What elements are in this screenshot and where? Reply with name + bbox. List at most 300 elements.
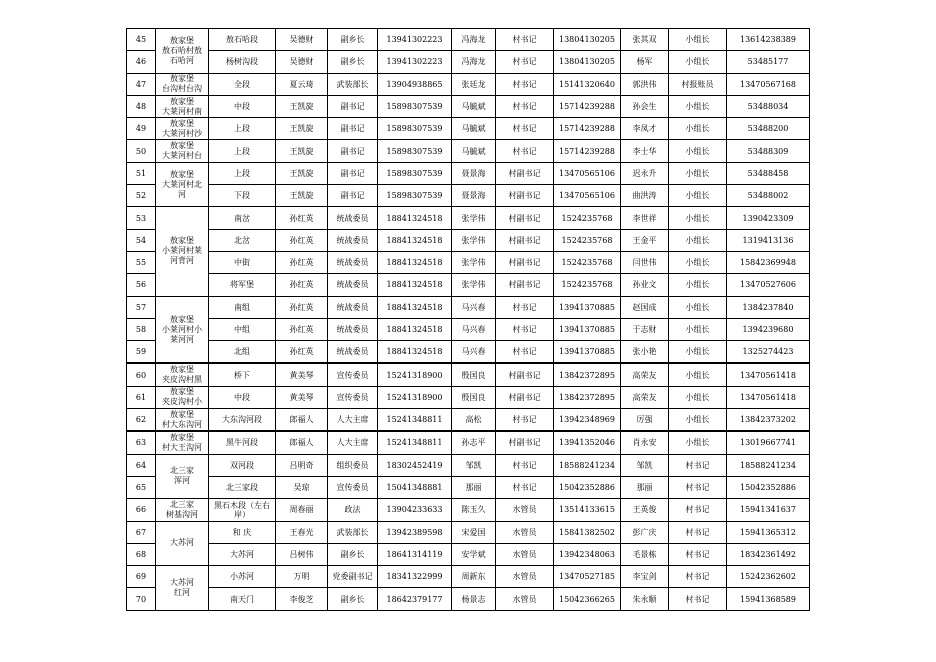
section-cell: 中街 xyxy=(209,251,276,273)
table-row xyxy=(127,499,810,521)
town-leader-title-cell: 武装部长 xyxy=(328,73,378,95)
section-cell: 桥下 xyxy=(209,363,276,386)
row-number-cell: 51 xyxy=(127,162,156,184)
village-leader-title-cell: 村书记 xyxy=(496,118,554,140)
town-leader-title-cell: 副乡长 xyxy=(328,543,378,565)
town-leader-name-cell: 孙红英 xyxy=(276,207,328,229)
section-cell: 黑石木段（左右岸） xyxy=(209,499,276,521)
row-number-cell: 69 xyxy=(127,566,156,588)
town-leader-phone-cell: 18841324518 xyxy=(378,296,452,318)
town-leader-title-cell: 统战委员 xyxy=(328,341,378,364)
town-leader-title-cell: 副乡长 xyxy=(328,29,378,51)
group-leader-phone-cell: 53485177 xyxy=(727,51,810,73)
group-leader-name-cell: 高荣友 xyxy=(621,386,669,408)
group-leader-title-cell: 村书记 xyxy=(669,454,727,476)
town-leader-name-cell: 吕明奇 xyxy=(276,454,328,476)
town-leader-title-cell: 副乡长 xyxy=(328,588,378,610)
village-leader-title-cell: 村书记 xyxy=(496,95,554,117)
village-leader-title-cell: 村书记 xyxy=(496,51,554,73)
row-number-cell: 70 xyxy=(127,588,156,610)
town-leader-title-cell: 人大主席 xyxy=(328,409,378,432)
town-leader-title-cell: 党委副书记 xyxy=(328,566,378,588)
town-leader-name-cell: 吴德财 xyxy=(276,51,328,73)
section-cell: 大东沟河段 xyxy=(209,409,276,432)
village-leader-name-cell: 张学伟 xyxy=(452,251,496,273)
group-leader-name-cell: 高荣友 xyxy=(621,363,669,386)
section-cell: 和 庆 xyxy=(209,521,276,543)
village-leader-phone-cell: 15042352886 xyxy=(554,476,621,498)
row-number-cell: 57 xyxy=(127,296,156,318)
village-leader-name-cell: 那丽 xyxy=(452,476,496,498)
town-leader-name-cell: 孙红英 xyxy=(276,296,328,318)
town-leader-phone-cell: 18841324518 xyxy=(378,318,452,340)
village-leader-phone-cell: 13470527185 xyxy=(554,566,621,588)
village-leader-name-cell: 马毓斌 xyxy=(452,140,496,162)
row-number-cell: 52 xyxy=(127,185,156,207)
section-cell: 大苏河 xyxy=(209,543,276,565)
group-leader-phone-cell: 13470561418 xyxy=(727,386,810,408)
river-area-cell: 敖家堡 大莱河村沙 xyxy=(156,118,209,140)
village-leader-phone-cell: 18588241234 xyxy=(554,454,621,476)
town-leader-phone-cell: 13941302223 xyxy=(378,51,452,73)
village-leader-title-cell: 村书记 xyxy=(496,454,554,476)
town-leader-name-cell: 郎福人 xyxy=(276,409,328,432)
village-leader-title-cell: 村副书记 xyxy=(496,162,554,184)
group-leader-title-cell: 小组长 xyxy=(669,162,727,184)
group-leader-name-cell: 闫世伟 xyxy=(621,251,669,273)
river-area-cell: 北三家 树基沟河 xyxy=(156,499,209,521)
town-leader-name-cell: 王凯旋 xyxy=(276,118,328,140)
group-leader-phone-cell: 13842373202 xyxy=(727,409,810,432)
village-leader-title-cell: 村副书记 xyxy=(496,207,554,229)
group-leader-title-cell: 小组长 xyxy=(669,409,727,432)
row-number-cell: 64 xyxy=(127,454,156,476)
village-leader-title-cell: 村书记 xyxy=(496,409,554,432)
group-leader-title-cell: 小组长 xyxy=(669,251,727,273)
town-leader-phone-cell: 18341322999 xyxy=(378,566,452,588)
town-leader-title-cell: 副乡长 xyxy=(328,51,378,73)
town-leader-name-cell: 黄美琴 xyxy=(276,386,328,408)
group-leader-phone-cell: 15042352886 xyxy=(727,476,810,498)
river-area-cell: 敖家堡 夹皮沟村小 xyxy=(156,386,209,408)
village-leader-title-cell: 村副书记 xyxy=(496,386,554,408)
section-cell: 北岔 xyxy=(209,229,276,251)
row-number-cell: 49 xyxy=(127,118,156,140)
village-leader-phone-cell: 13941370885 xyxy=(554,296,621,318)
river-area-cell: 敖家堡 村大东沟河 xyxy=(156,409,209,432)
table-row xyxy=(127,162,810,184)
table-row xyxy=(127,207,810,229)
group-leader-name-cell: 朱永顺 xyxy=(621,588,669,610)
group-leader-name-cell: 李世祥 xyxy=(621,207,669,229)
town-leader-phone-cell: 13904938865 xyxy=(378,73,452,95)
table-row xyxy=(127,73,810,95)
row-number-cell: 60 xyxy=(127,363,156,386)
group-leader-phone-cell: 1325274423 xyxy=(727,341,810,364)
town-leader-phone-cell: 18841324518 xyxy=(378,207,452,229)
town-leader-name-cell: 王凯旋 xyxy=(276,185,328,207)
group-leader-name-cell: 杨军 xyxy=(621,51,669,73)
town-leader-phone-cell: 15898307539 xyxy=(378,162,452,184)
village-leader-title-cell: 水管员 xyxy=(496,588,554,610)
group-leader-name-cell: 于志财 xyxy=(621,318,669,340)
town-leader-title-cell: 宣传委员 xyxy=(328,363,378,386)
town-leader-phone-cell: 15898307539 xyxy=(378,118,452,140)
village-leader-title-cell: 村副书记 xyxy=(496,363,554,386)
village-leader-phone-cell: 1524235768 xyxy=(554,229,621,251)
group-leader-title-cell: 小组长 xyxy=(669,274,727,296)
river-area-cell: 敖家堡 夹皮沟村黑 xyxy=(156,363,209,386)
town-leader-title-cell: 政法 xyxy=(328,499,378,521)
section-cell: 下段 xyxy=(209,185,276,207)
town-leader-title-cell: 统战委员 xyxy=(328,274,378,296)
village-leader-phone-cell: 15042366265 xyxy=(554,588,621,610)
town-leader-phone-cell: 13904233633 xyxy=(378,499,452,521)
row-number-cell: 63 xyxy=(127,431,156,454)
village-leader-phone-cell: 13842372895 xyxy=(554,386,621,408)
section-cell: 南组 xyxy=(209,296,276,318)
table-row xyxy=(127,341,810,364)
town-leader-phone-cell: 18641314119 xyxy=(378,543,452,565)
group-leader-name-cell: 郭洪伟 xyxy=(621,73,669,95)
village-leader-title-cell: 水管员 xyxy=(496,543,554,565)
town-leader-name-cell: 孙红英 xyxy=(276,274,328,296)
village-leader-phone-cell: 13941370885 xyxy=(554,318,621,340)
village-leader-phone-cell: 1524235768 xyxy=(554,207,621,229)
group-leader-title-cell: 村书记 xyxy=(669,588,727,610)
town-leader-phone-cell: 15041348881 xyxy=(378,476,452,498)
group-leader-phone-cell: 53488458 xyxy=(727,162,810,184)
river-area-cell: 敖家堡 敖石哈村敖 石哈河 xyxy=(156,29,209,74)
village-leader-phone-cell: 13470565106 xyxy=(554,185,621,207)
village-leader-phone-cell: 13942348969 xyxy=(554,409,621,432)
village-leader-title-cell: 村书记 xyxy=(496,73,554,95)
village-leader-phone-cell: 1524235768 xyxy=(554,274,621,296)
table-row xyxy=(127,229,810,251)
group-leader-title-cell: 村书记 xyxy=(669,476,727,498)
group-leader-name-cell: 邹凯 xyxy=(621,454,669,476)
table-row xyxy=(127,363,810,386)
town-leader-phone-cell: 15898307539 xyxy=(378,185,452,207)
group-leader-phone-cell: 18342361492 xyxy=(727,543,810,565)
row-number-cell: 66 xyxy=(127,499,156,521)
section-cell: 上段 xyxy=(209,162,276,184)
table-row xyxy=(127,118,810,140)
section-cell: 黑牛河段 xyxy=(209,431,276,454)
town-leader-phone-cell: 15898307539 xyxy=(378,140,452,162)
group-leader-title-cell: 小组长 xyxy=(669,229,727,251)
village-leader-title-cell: 村副书记 xyxy=(496,185,554,207)
group-leader-title-cell: 小组长 xyxy=(669,185,727,207)
group-leader-phone-cell: 15941365312 xyxy=(727,521,810,543)
town-leader-phone-cell: 15241318900 xyxy=(378,386,452,408)
group-leader-title-cell: 小组长 xyxy=(669,51,727,73)
village-leader-phone-cell: 15714239288 xyxy=(554,118,621,140)
group-leader-title-cell: 小组长 xyxy=(669,118,727,140)
town-leader-name-cell: 王春光 xyxy=(276,521,328,543)
town-leader-title-cell: 宣传委员 xyxy=(328,476,378,498)
village-leader-title-cell: 村副书记 xyxy=(496,431,554,454)
village-leader-title-cell: 村书记 xyxy=(496,476,554,498)
row-number-cell: 68 xyxy=(127,543,156,565)
group-leader-name-cell: 肖永安 xyxy=(621,431,669,454)
town-leader-name-cell: 王凯旋 xyxy=(276,162,328,184)
village-leader-name-cell: 聂景海 xyxy=(452,185,496,207)
town-leader-title-cell: 副书记 xyxy=(328,140,378,162)
group-leader-name-cell: 迟永升 xyxy=(621,162,669,184)
group-leader-title-cell: 村书记 xyxy=(669,521,727,543)
table-row xyxy=(127,543,810,565)
town-leader-title-cell: 统战委员 xyxy=(328,251,378,273)
town-leader-name-cell: 吴琼 xyxy=(276,476,328,498)
table-row xyxy=(127,51,810,73)
village-leader-phone-cell: 13804130205 xyxy=(554,29,621,51)
group-leader-phone-cell: 53488002 xyxy=(727,185,810,207)
group-leader-phone-cell: 53488309 xyxy=(727,140,810,162)
table-row xyxy=(127,454,810,476)
village-leader-name-cell: 冯海龙 xyxy=(452,51,496,73)
table-row xyxy=(127,185,810,207)
section-cell: 小苏河 xyxy=(209,566,276,588)
group-leader-name-cell: 王金平 xyxy=(621,229,669,251)
group-leader-phone-cell: 15941341637 xyxy=(727,499,810,521)
village-leader-name-cell: 殷国良 xyxy=(452,363,496,386)
group-leader-phone-cell: 13019667741 xyxy=(727,431,810,454)
group-leader-name-cell: 李士华 xyxy=(621,140,669,162)
town-leader-name-cell: 周春丽 xyxy=(276,499,328,521)
group-leader-title-cell: 村书记 xyxy=(669,566,727,588)
group-leader-phone-cell: 53488034 xyxy=(727,95,810,117)
village-leader-title-cell: 村书记 xyxy=(496,140,554,162)
village-leader-phone-cell: 13942348063 xyxy=(554,543,621,565)
town-leader-name-cell: 万明 xyxy=(276,566,328,588)
village-leader-name-cell: 殷国良 xyxy=(452,386,496,408)
town-leader-title-cell: 统战委员 xyxy=(328,229,378,251)
section-cell: 杨树沟段 xyxy=(209,51,276,73)
village-leader-phone-cell: 15714239288 xyxy=(554,140,621,162)
village-leader-name-cell: 陈玉久 xyxy=(452,499,496,521)
village-leader-name-cell: 马兴春 xyxy=(452,341,496,364)
group-leader-name-cell: 毛景栋 xyxy=(621,543,669,565)
village-leader-title-cell: 村副书记 xyxy=(496,274,554,296)
group-leader-phone-cell: 13614238389 xyxy=(727,29,810,51)
row-number-cell: 58 xyxy=(127,318,156,340)
row-number-cell: 50 xyxy=(127,140,156,162)
row-number-cell: 55 xyxy=(127,251,156,273)
town-leader-title-cell: 组织委员 xyxy=(328,454,378,476)
group-leader-phone-cell: 15242362602 xyxy=(727,566,810,588)
table-row xyxy=(127,29,810,51)
village-leader-phone-cell: 15841382502 xyxy=(554,521,621,543)
town-leader-phone-cell: 15241318900 xyxy=(378,363,452,386)
village-leader-title-cell: 村书记 xyxy=(496,29,554,51)
group-leader-name-cell: 赵国成 xyxy=(621,296,669,318)
section-cell: 南天门 xyxy=(209,588,276,610)
table-row xyxy=(127,521,810,543)
river-area-cell: 敖家堡 大莱河村台 xyxy=(156,140,209,162)
town-leader-title-cell: 统战委员 xyxy=(328,318,378,340)
village-leader-name-cell: 安学斌 xyxy=(452,543,496,565)
town-leader-name-cell: 孙红英 xyxy=(276,251,328,273)
town-leader-phone-cell: 13941302223 xyxy=(378,29,452,51)
row-number-cell: 59 xyxy=(127,341,156,364)
village-leader-phone-cell: 13804130205 xyxy=(554,51,621,73)
village-leader-title-cell: 村书记 xyxy=(496,318,554,340)
town-leader-phone-cell: 15241348811 xyxy=(378,431,452,454)
town-leader-title-cell: 统战委员 xyxy=(328,296,378,318)
town-leader-name-cell: 吴德财 xyxy=(276,29,328,51)
town-leader-title-cell: 副书记 xyxy=(328,185,378,207)
group-leader-title-cell: 村报账员 xyxy=(669,73,727,95)
table-row xyxy=(127,566,810,588)
village-leader-phone-cell: 1524235768 xyxy=(554,251,621,273)
town-leader-name-cell: 吕树伟 xyxy=(276,543,328,565)
group-leader-title-cell: 小组长 xyxy=(669,431,727,454)
town-leader-name-cell: 郎福人 xyxy=(276,431,328,454)
town-leader-title-cell: 统战委员 xyxy=(328,207,378,229)
group-leader-name-cell: 彭广庆 xyxy=(621,521,669,543)
row-number-cell: 67 xyxy=(127,521,156,543)
town-leader-phone-cell: 15241348811 xyxy=(378,409,452,432)
village-leader-phone-cell: 15714239288 xyxy=(554,95,621,117)
village-leader-name-cell: 马兴春 xyxy=(452,296,496,318)
town-leader-phone-cell: 18841324518 xyxy=(378,251,452,273)
town-leader-phone-cell: 13942389598 xyxy=(378,521,452,543)
table-row xyxy=(127,409,810,432)
village-leader-title-cell: 村书记 xyxy=(496,341,554,364)
town-leader-name-cell: 王凯旋 xyxy=(276,95,328,117)
town-leader-name-cell: 孙红英 xyxy=(276,318,328,340)
village-leader-phone-cell: 13941370885 xyxy=(554,341,621,364)
section-cell: 中段 xyxy=(209,386,276,408)
row-number-cell: 62 xyxy=(127,409,156,432)
group-leader-title-cell: 小组长 xyxy=(669,386,727,408)
town-leader-title-cell: 副书记 xyxy=(328,95,378,117)
town-leader-name-cell: 孙红英 xyxy=(276,229,328,251)
town-leader-title-cell: 副书记 xyxy=(328,118,378,140)
row-number-cell: 47 xyxy=(127,73,156,95)
table-row xyxy=(127,476,810,498)
town-leader-phone-cell: 15898307539 xyxy=(378,95,452,117)
village-leader-phone-cell: 13842372895 xyxy=(554,363,621,386)
group-leader-phone-cell: 18588241234 xyxy=(727,454,810,476)
group-leader-name-cell: 那丽 xyxy=(621,476,669,498)
group-leader-phone-cell: 1390423309 xyxy=(727,207,810,229)
group-leader-title-cell: 小组长 xyxy=(669,140,727,162)
village-leader-title-cell: 村副书记 xyxy=(496,229,554,251)
group-leader-phone-cell: 13470527606 xyxy=(727,274,810,296)
table-row xyxy=(127,431,810,454)
river-area-cell: 敖家堡 台沟村台沟 xyxy=(156,73,209,95)
group-leader-title-cell: 小组长 xyxy=(669,95,727,117)
river-area-cell: 敖家堡 大莱河村南 xyxy=(156,95,209,117)
row-number-cell: 46 xyxy=(127,51,156,73)
village-leader-phone-cell: 13470565106 xyxy=(554,162,621,184)
row-number-cell: 65 xyxy=(127,476,156,498)
group-leader-title-cell: 小组长 xyxy=(669,318,727,340)
river-area-cell: 敖家堡 小莱河村小 莱河河 xyxy=(156,296,209,363)
village-leader-name-cell: 马毓斌 xyxy=(452,95,496,117)
row-number-cell: 56 xyxy=(127,274,156,296)
group-leader-name-cell: 李凤才 xyxy=(621,118,669,140)
group-leader-phone-cell: 13470567168 xyxy=(727,73,810,95)
town-leader-name-cell: 黄美琴 xyxy=(276,363,328,386)
town-leader-title-cell: 人大主席 xyxy=(328,431,378,454)
section-cell: 中组 xyxy=(209,318,276,340)
section-cell: 北三家段 xyxy=(209,476,276,498)
group-leader-phone-cell: 13470561418 xyxy=(727,363,810,386)
group-leader-name-cell: 李宝剑 xyxy=(621,566,669,588)
town-leader-title-cell: 副书记 xyxy=(328,162,378,184)
row-number-cell: 45 xyxy=(127,29,156,51)
river-area-cell: 大苏河 红河 xyxy=(156,566,209,611)
river-area-cell: 北三家 浑河 xyxy=(156,454,209,499)
village-leader-phone-cell: 13514133615 xyxy=(554,499,621,521)
group-leader-name-cell: 厉强 xyxy=(621,409,669,432)
group-leader-phone-cell: 53488200 xyxy=(727,118,810,140)
village-leader-name-cell: 高松 xyxy=(452,409,496,432)
village-leader-title-cell: 水管员 xyxy=(496,499,554,521)
section-cell: 中段 xyxy=(209,95,276,117)
table-row xyxy=(127,95,810,117)
village-leader-name-cell: 周新东 xyxy=(452,566,496,588)
group-leader-name-cell: 孙业文 xyxy=(621,274,669,296)
village-leader-name-cell: 张学伟 xyxy=(452,207,496,229)
town-leader-phone-cell: 18841324518 xyxy=(378,229,452,251)
table-row xyxy=(127,318,810,340)
section-cell: 全段 xyxy=(209,73,276,95)
town-leader-phone-cell: 18841324518 xyxy=(378,274,452,296)
row-number-cell: 48 xyxy=(127,95,156,117)
table-row xyxy=(127,274,810,296)
village-leader-name-cell: 杨景志 xyxy=(452,588,496,610)
town-leader-name-cell: 李俊芝 xyxy=(276,588,328,610)
village-leader-name-cell: 冯海龙 xyxy=(452,29,496,51)
river-chief-contact-table xyxy=(126,28,810,611)
town-leader-title-cell: 宣传委员 xyxy=(328,386,378,408)
village-leader-title-cell: 水管员 xyxy=(496,521,554,543)
town-leader-phone-cell: 18302452419 xyxy=(378,454,452,476)
group-leader-phone-cell: 1319413136 xyxy=(727,229,810,251)
town-leader-title-cell: 武装部长 xyxy=(328,521,378,543)
group-leader-title-cell: 小组长 xyxy=(669,296,727,318)
group-leader-name-cell: 张小艳 xyxy=(621,341,669,364)
group-leader-phone-cell: 1384237840 xyxy=(727,296,810,318)
row-number-cell: 61 xyxy=(127,386,156,408)
village-leader-name-cell: 宋爱国 xyxy=(452,521,496,543)
group-leader-phone-cell: 15941368589 xyxy=(727,588,810,610)
table-row xyxy=(127,140,810,162)
table-row xyxy=(127,251,810,273)
section-cell: 上段 xyxy=(209,140,276,162)
group-leader-name-cell: 孙会生 xyxy=(621,95,669,117)
village-leader-name-cell: 马兴春 xyxy=(452,318,496,340)
town-leader-phone-cell: 18841324518 xyxy=(378,341,452,364)
table-row xyxy=(127,386,810,408)
group-leader-title-cell: 小组长 xyxy=(669,207,727,229)
group-leader-name-cell: 曲洪涛 xyxy=(621,185,669,207)
group-leader-title-cell: 小组长 xyxy=(669,29,727,51)
village-leader-name-cell: 张学伟 xyxy=(452,229,496,251)
table-row xyxy=(127,296,810,318)
group-leader-name-cell: 张其双 xyxy=(621,29,669,51)
village-leader-name-cell: 张学伟 xyxy=(452,274,496,296)
section-cell: 敖石哈段 xyxy=(209,29,276,51)
village-leader-name-cell: 张廷龙 xyxy=(452,73,496,95)
section-cell: 将军堡 xyxy=(209,274,276,296)
group-leader-title-cell: 村书记 xyxy=(669,499,727,521)
town-leader-name-cell: 王凯旋 xyxy=(276,140,328,162)
